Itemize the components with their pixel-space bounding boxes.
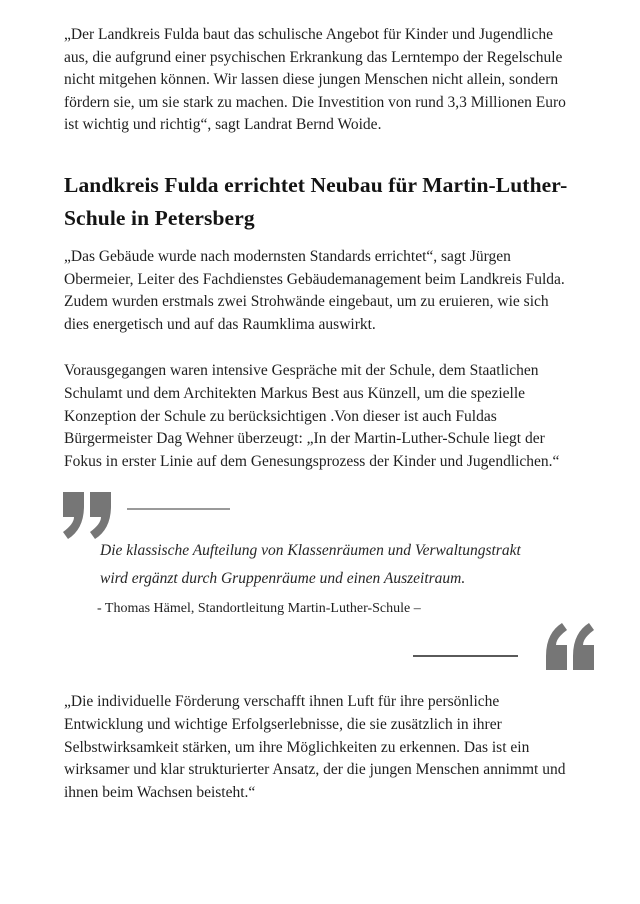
pullquote-block — [64, 487, 577, 683]
paragraph-planning-talks: Vorausgegangen waren intensive Gespräche mit der Schule, dem Staatlichen Schulamt und dem Architekten Markus Best aus Künzell, um die spezielle Konzeption der Schule zu berücksichtigen .Von dieser ist auch Fuldas Bürgermeister Dag Wehner überzeugt: „In der Martin-Luther-Schule liegt der Fokus in erster Linie auf dem Genesungsprozess der Kinder und Jugendlichen.“ — [64, 362, 560, 470]
closing-paragraph: „Die individuelle Förderung verschafft ihnen Luft für ihre persönliche Entwicklung und wichtige Erfolgserlebnisse, die sie zusätzlich in ihrer Selbstwirksamkeit stärken, um ihre Möglichkeiten zu erkennen. Das ist ein wirksamer und klar strukturierter Ansatz, der die jungen Menschen annimmt und ihnen beim Wachsen beisteht.“ — [64, 693, 566, 801]
pullquote-text: Die klassische Aufteilung von Klassenräumen und Verwaltungstrakt wird ergänzt durch Gruppenräume und einen Auszeitraum. — [100, 542, 521, 588]
quote-top-rule — [127, 508, 230, 510]
paragraph-building-standards: „Das Gebäude wurde nach modernsten Standards errichtet“, sagt Jürgen Obermeier, Leiter des Fachdienstes Gebäudemanagement beim Landkreis Fulda. Zudem wurden erstmals zwei Strohwände eingebaut, um zu eruieren, wie sich dies energetisch und auf das Raumklima auswirkt. — [64, 247, 565, 333]
intro-paragraph: „Der Landkreis Fulda baut das schulische Angebot für Kinder und Jugendliche aus, die aufgrund einer psychischen Erkrankung das Lerntempo der Regelschule nicht mitgehen können. Wir lassen diese jungen Menschen nicht allein, sondern fördern sie, um sie stark zu machen. Die Investition von rund 3,3 Millionen Euro ist wichtig und richtig“, sagt Landrat Bernd Woide. — [64, 26, 566, 134]
pullquote-attribution: - Thomas Hämel, Standortleitung Martin-Luther-Schule – — [97, 601, 421, 617]
quote-bottom-rule — [413, 655, 518, 657]
article-headline: Landkreis Fulda errichtet Neubau für Martin-Luther-Schule in Petersberg — [64, 172, 568, 230]
closing-quote-icon — [62, 492, 114, 540]
opening-quote-icon — [543, 622, 595, 670]
